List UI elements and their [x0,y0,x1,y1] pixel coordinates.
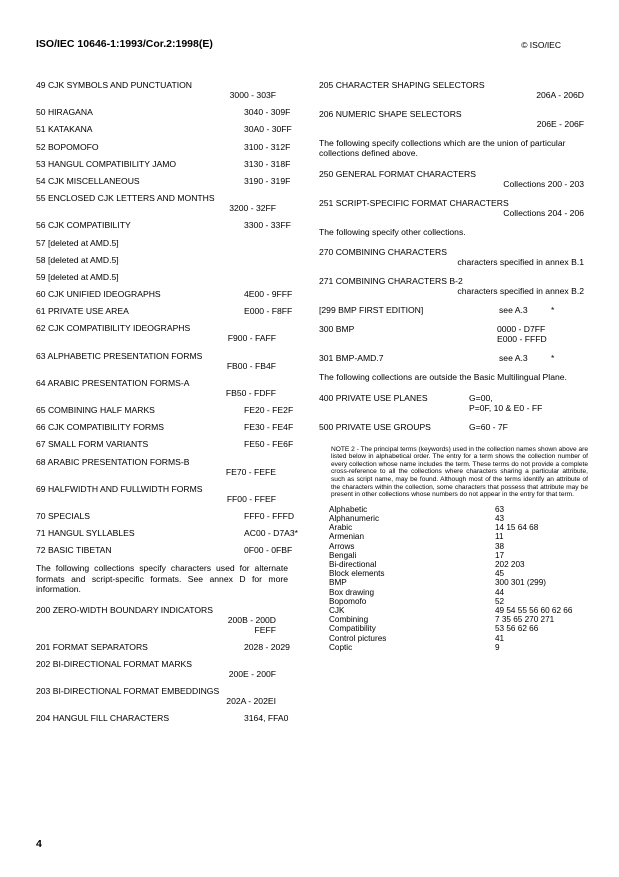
collection-range: AC00 - D7A3* [244,528,298,539]
collection-name: 72 BASIC TIBETAN [36,545,112,556]
term-keyword: CJK [329,606,345,616]
term-collection-numbers: 44 [495,587,505,597]
collection-name: 65 COMBINING HALF MARKS [36,405,155,415]
collection-entry [36,323,288,343]
collection-entry [319,393,592,413]
left-column [36,80,298,730]
collection-name: 52 BOPOMOFO [36,141,99,152]
term-row [329,560,592,569]
collection-range: Collections 200 - 203 [503,178,584,189]
collection-name: 206 NUMERIC SHAPE SELECTORS [319,109,462,119]
terms-index [329,505,592,652]
collection-name: 64 ARABIC PRESENTATION FORMS-A [36,377,190,388]
collection-range: characters specified in annex B.1 [457,257,584,268]
outside-bmp-paragraph: The following collections are outside the Basic Multilingual Plane. [319,372,567,383]
collection-range: G=00, P=0F, 10 & E0 - FF [469,392,543,413]
term-keyword: Block elements [329,569,385,579]
collection-range: 3164, FFA0 [244,713,289,724]
collection-name: 69 HALFWIDTH AND FULLWIDTH FORMS [36,483,203,494]
collection-name: 62 CJK COMPATIBILITY IDEOGRAPHS [36,323,191,334]
term-keyword: Box drawing [329,587,375,597]
collection-name: 66 CJK COMPATIBILITY FORMS [36,422,164,433]
bmp-collection-list [319,305,592,363]
collection-entry [36,528,298,539]
collection-name: 67 SMALL FORM VARIANTS [36,439,149,450]
term-row [329,624,592,633]
collection-name: 50 HIRAGANA [36,107,93,118]
term-row [329,588,592,597]
collection-entry [36,422,294,433]
collection-name: 53 HANGUL COMPATIBILITY JAMO [36,158,177,169]
note-2: NOTE 2 - The principal terms (keywords) used in the collection names shown above are listed below in alphabetical order. The entry for a term shows the collection number of every collection whose name includes the term. These terms do not provide a complete cross-reference to all the collections where characters sharing a particular attribute, such as script name, may be found. Although most of the terms identify an attribute of the characters within the collection, some characters that possess that attribute may be present in other collections whose numbers do not appear in the entry for that term. [331,445,588,499]
term-row [329,523,592,532]
collection-name: 301 BMP-AMD.7 [319,353,384,364]
plane-collection-list [319,393,592,432]
collection-entry [36,220,291,231]
collection-range: F900 - FAFF [227,333,276,344]
collection-name: 500 PRIVATE USE GROUPS [319,421,431,432]
term-collection-numbers: 49 54 55 56 60 62 66 [495,606,573,616]
collection-range: FE50 - FE6F [244,439,294,450]
collection-name: 400 PRIVATE USE PLANES [319,392,428,403]
selector-collection-list [319,80,592,129]
collection-range: 3100 - 312F [244,141,291,152]
collection-range: 3200 - 32FF [229,203,276,214]
term-row [329,634,592,643]
term-row [329,505,592,514]
format-collections-paragraph: The following collections specify characters used for alternate formats and script-specific formats. See annex D for more information. [36,563,288,595]
term-keyword: Bopomofo [329,596,367,606]
collection-entry [36,457,288,477]
collection-name: 68 ARABIC PRESENTATION FORMS-B [36,456,190,467]
collection-name: 49 CJK SYMBOLS AND PUNCTUATION [36,80,192,90]
collection-range: 3000 - 303F [229,90,276,100]
term-collection-numbers: 7 35 65 270 271 [495,615,555,625]
collection-range: 3300 - 33FF [244,220,291,231]
term-keyword: Bi-directional [329,560,377,569]
collection-entry [319,247,592,267]
collection-entry [36,605,288,635]
term-row [329,597,592,606]
collection-name: 201 FORMAT SEPARATORS [36,641,148,652]
format-collection-list [36,605,288,724]
term-collection-numbers: 202 203 [495,560,525,569]
term-row [329,615,592,624]
term-collection-numbers: 14 15 64 68 [495,523,539,533]
collection-entry [319,109,592,129]
collection-name: 51 KATAKANA [36,124,93,135]
collection-range: FB50 - FDFF [225,387,276,398]
term-keyword: Bengali [329,550,357,560]
collection-entry [36,378,288,398]
collection-name: 56 CJK COMPATIBILITY [36,220,131,231]
collection-name: 202 BI-DIRECTIONAL FORMAT MARKS [36,658,192,669]
collection-name: 60 CJK UNIFIED IDEOGRAPHS [36,289,161,300]
collection-entry [36,306,293,317]
collection-entry [36,351,288,371]
union-collections-paragraph: The following specify collections which are the union of particular collections defined above. [319,138,566,159]
collection-entry [319,276,592,296]
collection-range: 3130 - 318F [244,158,291,169]
collection-name: 200 ZERO-WIDTH BOUNDARY INDICATORS [36,604,213,615]
term-collection-numbers: 11 [495,532,504,542]
collection-name: 70 SPECIALS [36,510,90,521]
collection-entry [36,439,294,450]
term-keyword: Coptic [329,642,353,652]
collection-entry [319,353,592,363]
document-header-title: ISO/IEC 10646-1:1993/Cor.2:1998(E) [36,38,213,50]
union-collection-list [319,169,592,218]
collection-range: E000 - F8FF [244,306,293,317]
term-keyword: BMP [329,578,347,588]
asterisk-mark: * [551,305,555,316]
collection-entry [36,713,288,723]
collection-range: G=60 - 7F [469,421,508,432]
term-collection-numbers: 9 [495,642,500,652]
collection-range: 0F00 - 0FBF [244,545,293,556]
term-row [329,569,592,578]
collection-entry [319,80,592,100]
term-collection-numbers: 45 [495,569,505,579]
collection-entry [36,124,292,135]
collection-name: [299 BMP FIRST EDITION] [319,305,424,316]
collection-name: 271 COMBINING CHARACTERS B-2 [319,276,463,287]
collection-entry [36,642,288,652]
right-column [319,80,592,652]
collection-range: FF00 - FFEF [226,493,276,504]
collection-name: 63 ALPHABETIC PRESENTATION FORMS [36,350,203,361]
collection-entry [319,324,592,344]
collection-range: FE30 - FE4F [244,422,294,433]
collection-name: 270 COMBINING CHARACTERS [319,247,447,258]
term-row [329,532,592,541]
term-row [329,542,592,551]
collection-entry [36,289,293,300]
term-collection-numbers: 53 56 62 66 [495,624,539,634]
collection-range: 0000 - D7FF E000 - FFFD [497,324,547,345]
collection-name: 250 GENERAL FORMAT CHARACTERS [319,168,476,179]
term-keyword: Arabic [329,523,353,533]
collection-name: 55 ENCLOSED CJK LETTERS AND MONTHS [36,193,215,204]
collection-range: characters specified in annex B.2 [457,286,584,297]
collection-range: 3190 - 319F [244,175,291,186]
collection-entry [36,141,291,152]
collection-name: 54 CJK MISCELLANEOUS [36,175,140,186]
collection-range: Collections 204 - 206 [503,207,584,218]
combining-collection-list [319,247,592,296]
collection-name: 59 [deleted at AMD.5] [36,271,119,282]
collection-entry [319,305,592,315]
collection-range: FFF0 - FFFD [244,510,295,521]
term-row [329,514,592,523]
collection-range: 206A - 206D [536,90,584,100]
collection-entry [36,545,293,556]
collection-entry [36,272,288,282]
term-keyword: Alphanumeric [329,513,380,523]
collection-reference: see A.3 [499,305,528,316]
collection-range: 200B - 200D FEFF [227,614,276,635]
collection-name: 203 BI-DIRECTIONAL FORMAT EMBEDDINGS [36,686,220,697]
term-collection-numbers: 63 [495,504,505,514]
collection-range: 30A0 - 30FF [244,124,292,135]
collection-range: 4E00 - 9FFF [244,289,293,300]
collection-entry [36,255,288,265]
collection-entry [36,158,291,169]
term-row [329,606,592,615]
term-keyword: Armenian [329,532,365,542]
collection-name: 58 [deleted at AMD.5] [36,254,119,265]
collection-entry [36,238,288,248]
collection-entry [36,107,291,118]
collection-range: 206E - 206F [536,119,584,129]
term-collection-numbers: 17 [495,550,505,560]
collection-range: 3040 - 309F [244,107,291,118]
copyright-notice: © ISO/IEC [521,40,561,50]
collection-entry [36,193,288,213]
collection-range: 200E - 200F [228,668,276,679]
collection-list [36,80,298,556]
term-row [329,551,592,560]
term-collection-numbers: 38 [495,541,505,551]
page-number: 4 [36,838,42,850]
term-row [329,578,592,587]
collection-reference: see A.3 [499,353,528,364]
asterisk-mark: * [551,353,555,364]
collection-entry [36,484,288,504]
term-keyword: Combining [329,615,369,625]
collection-name: 61 PRIVATE USE AREA [36,306,129,317]
term-keyword: Compatibility [329,624,376,634]
collection-entry [36,80,288,100]
collection-range: FE70 - FEFE [225,466,276,477]
term-collection-numbers: 300 301 (299) [495,578,546,588]
collection-range: FE20 - FE2F [244,405,294,415]
collection-entry [319,169,592,189]
collection-entry [319,198,592,218]
collection-name: 205 CHARACTER SHAPING SELECTORS [319,80,485,90]
term-keyword: Alphabetic [329,504,368,514]
collection-entry [36,686,288,706]
term-keyword: Control pictures [329,633,387,643]
term-row [329,643,592,652]
term-keyword: Arrows [329,541,355,551]
collection-range: FB00 - FB4F [226,360,276,371]
collection-name: 251 SCRIPT-SPECIFIC FORMAT CHARACTERS [319,197,509,208]
collection-name: 71 HANGUL SYLLABLES [36,528,135,539]
collection-entry [36,659,288,679]
collection-range: 2028 - 2029 [244,641,290,652]
collection-range: 202A - 202EI [226,696,276,707]
term-collection-numbers: 41 [495,633,505,643]
term-collection-numbers: 52 [495,596,505,606]
other-collections-paragraph: The following specify other collections. [319,226,466,237]
collection-entry [36,175,291,186]
collection-entry [36,405,294,415]
collection-name: 204 HANGUL FILL CHARACTERS [36,713,170,724]
term-collection-numbers: 43 [495,513,505,523]
collection-entry [319,422,592,432]
collection-entry [36,510,295,521]
collection-name: 57 [deleted at AMD.5] [36,237,119,248]
collection-name: 300 BMP [319,324,355,335]
